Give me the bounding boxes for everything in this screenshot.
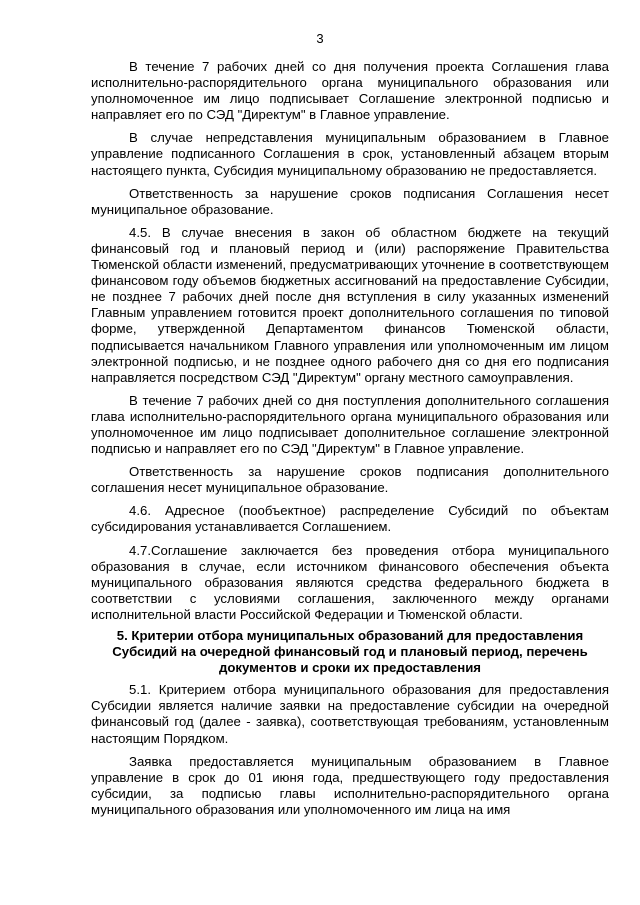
paragraph-signing-term: В течение 7 рабочих дней со дня получения проекта Соглашения глава исполнительно-распорядительного органа муниципального образования или уполномоченное им лицо подписывает Соглашение электронной подписью и направляет его по СЭД "Директум" в Главное управление. (91, 59, 609, 123)
paragraph-4-7: 4.7.Соглашение заключается без проведения отбора муниципального образования в случае, если источником финансового обеспечения объекта муниципального образования являются средства федерального бюджета в соответствии с условиями соглашения, заключенного между органами исполнительной власти Российской Федерации и Тюменской области. (91, 542, 609, 622)
section-5-heading: 5. Критерии отбора муниципальных образований для предоставления Субсидий на очередной финансовый год и плановый период, перечень документов и сроки их предоставления (112, 628, 588, 676)
paragraph-responsibility-additional: Ответственность за нарушение сроков подписания дополнительного соглашения несет муниципальное образование. (91, 464, 609, 496)
paragraph-responsibility-agreement: Ответственность за нарушение сроков подписания Соглашения несет муниципальное образование. (91, 185, 609, 217)
paragraph-4-5: 4.5. В случае внесения в закон об областном бюджете на текущий финансовый год и плановый период и (или) распоряжение Правительства Тюменской области изменений, предусматривающих уточнение в соответствующем финансовом году объемов бюджетных ассигнований на предоставление Субсидии, не позднее 7 рабочих дней после дня вступления в силу указанных изменений Главным управлением готовится проект дополнительного соглашения по типовой форме, утвержденной Департаментом финансов Тюменской области, подписывается начальником Главного управления или уполномоченным им лицом электронной подписью, и не позднее одного рабочего дня со дня его подписания направляется посредством СЭД "Директум" органу местного самоуправления. (91, 224, 609, 385)
document-body (91, 59, 609, 825)
paragraph-additional-agreement-term: В течение 7 рабочих дней со дня поступления дополнительного соглашения глава исполнительно-распорядительного органа муниципального образования или уполномоченное им лицо подписывает дополнительное соглашение электронной подписью и направляет его по СЭД "Директум" в Главное управление. (91, 392, 609, 457)
paragraph-non-submission: В случае непредставления муниципальным образованием в Главное управление подписанного Соглашения в срок, установленный абзацем вторым настоящего пункта, Субсидия муниципальному образованию не предоставляется. (91, 130, 609, 178)
paragraph-5-1: 5.1. Критерием отбора муниципального образования для предоставления Субсидии является наличие заявки на предоставление субсидии на очередной финансовый год (далее - заявка), соответствующая требованиям, установленным настоящим Порядком. (91, 682, 609, 746)
paragraph-4-6: 4.6. Адресное (пообъектное) распределение Субсидий по объектам субсидирования устанавливается Соглашением. (91, 503, 609, 535)
page-number: 3 (316, 31, 324, 46)
paragraph-application: Заявка предоставляется муниципальным образованием в Главное управление в срок до 01 июня года, предшествующего году предоставления субсидии, за подписью главы исполнительно-распорядительного органа муниципального образования или уполномоченного им лица на имя (91, 753, 609, 817)
